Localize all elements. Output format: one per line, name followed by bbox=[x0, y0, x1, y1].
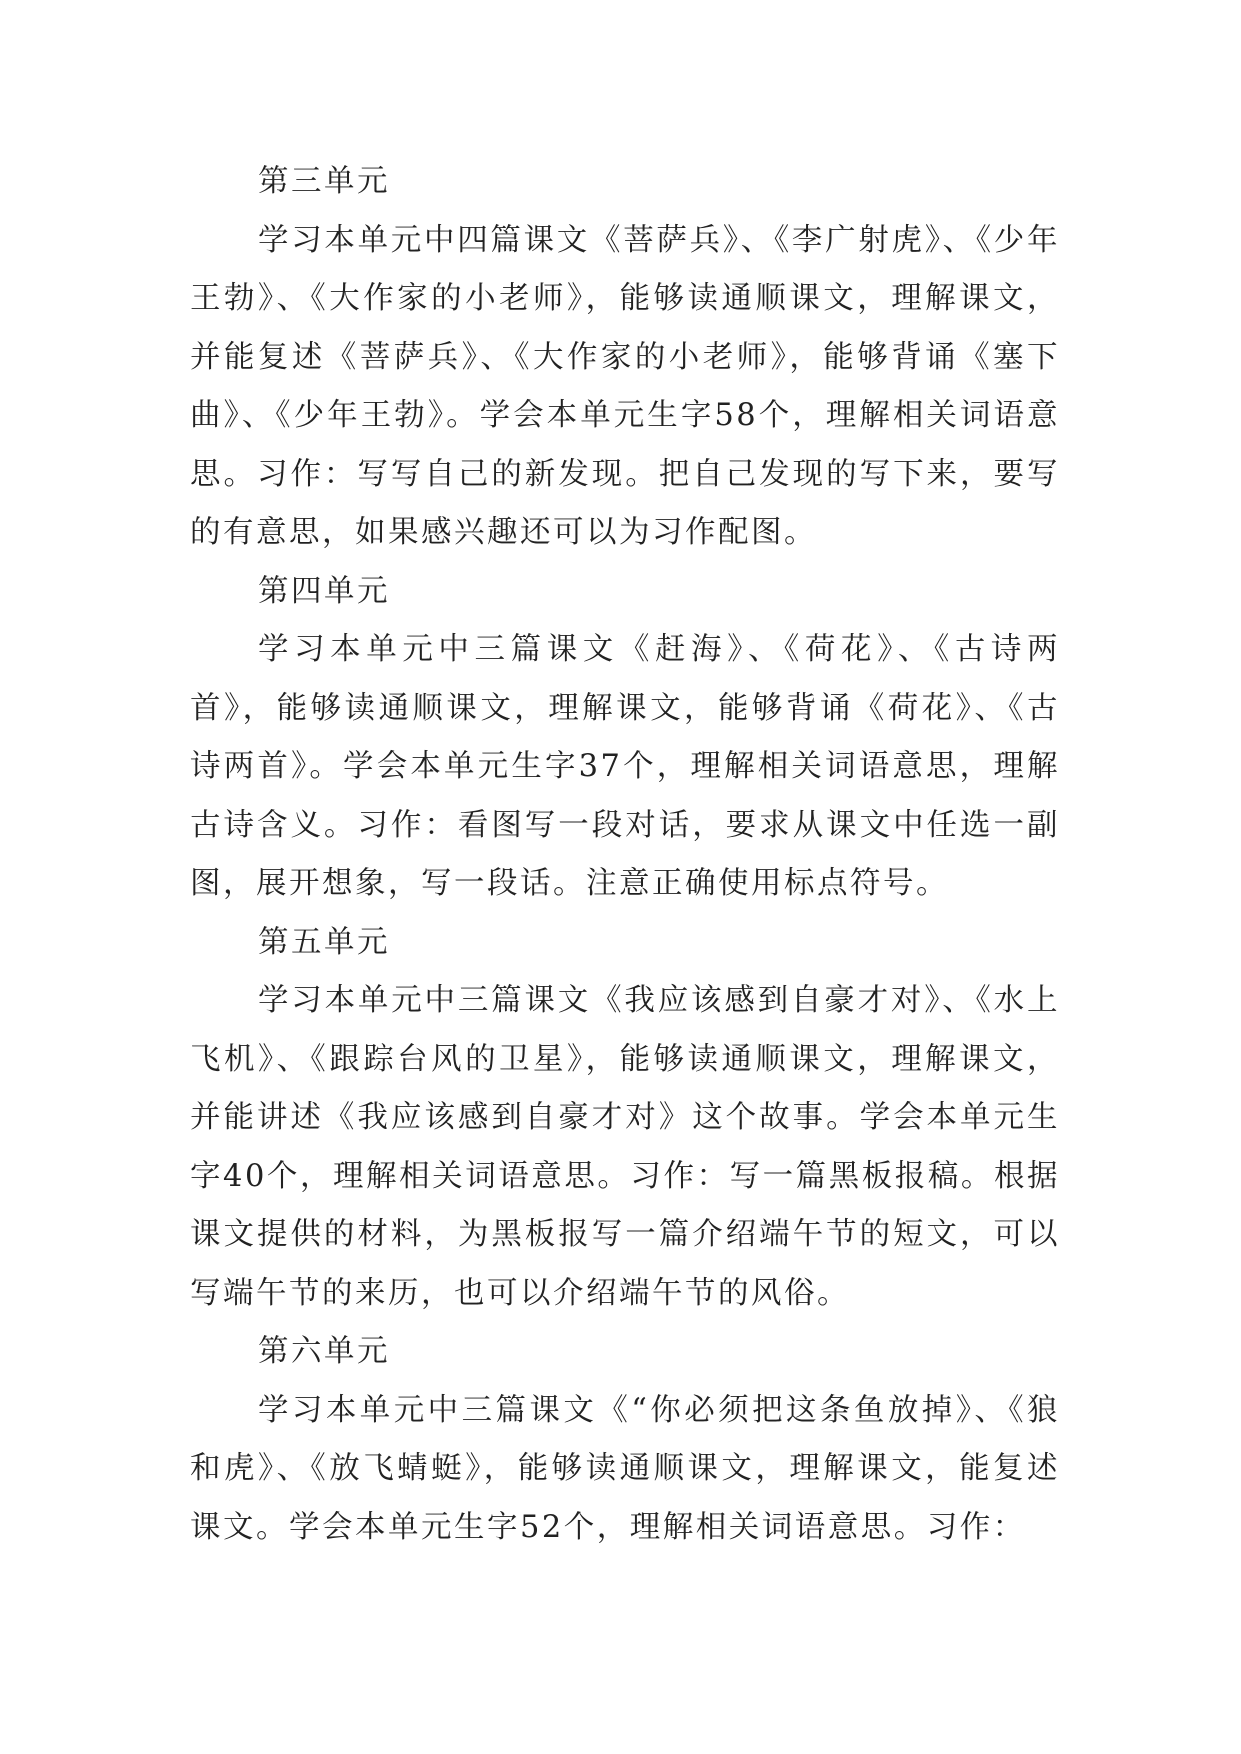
unit-3-heading: 第三单元 bbox=[258, 164, 390, 199]
unit-5-paragraph: 学习本单元中三篇课文《我应该感到自豪才对》、《水上飞机》、《跟踪台风的卫星》，能够读通顺课文，理解课文，并能讲述《我应该感到自豪才对》这个故事。学会本单元生字40个，理解相关词语意思。习作：写一篇黑板报稿。根据课文提供的材料，为黑板报写一篇介绍端午节的短文，可以写端午节的来历，也可以介绍端午节的风俗。 bbox=[190, 983, 1060, 1311]
unit-6-paragraph: 学习本单元中三篇课文《“你必须把这条鱼放掉》、《狼和虎》、《放飞蜻蜓》，能够读通顺课文，理解课文，能复述课文。学会本单元生字52个，理解相关词语意思。习作： bbox=[190, 1392, 1060, 1545]
unit-5-heading: 第五单元 bbox=[258, 924, 390, 960]
unit-4-heading: 第四单元 bbox=[258, 573, 390, 609]
unit-6-heading: 第六单元 bbox=[258, 1334, 390, 1369]
unit-4-paragraph: 学习本单元中三篇课文《赶海》、《荷花》、《古诗两首》，能够读通顺课文，理解课文，能够背诵《荷花》、《古诗两首》。学会本单元生字37个，理解相关词语意思，理解古诗含义。习作：看图写一段对话，要求从课文中任选一副图，展开想象，写一段话。注意正确使用标点符号。 bbox=[190, 632, 1060, 901]
document-body bbox=[190, 153, 1060, 1557]
unit-3-paragraph: 学习本单元中四篇课文《菩萨兵》、《李广射虎》、《少年王勃》、《大作家的小老师》，能够读通顺课文，理解课文，并能复述《菩萨兵》、《大作家的小老师》，能够背诵《塞下曲》、《少年王勃》。学会本单元生字58个，理解相关词语意思。习作：写写自己的新发现。把自己发现的写下来，要写的有意思，如果感兴趣还可以为习作配图。 bbox=[190, 222, 1060, 550]
